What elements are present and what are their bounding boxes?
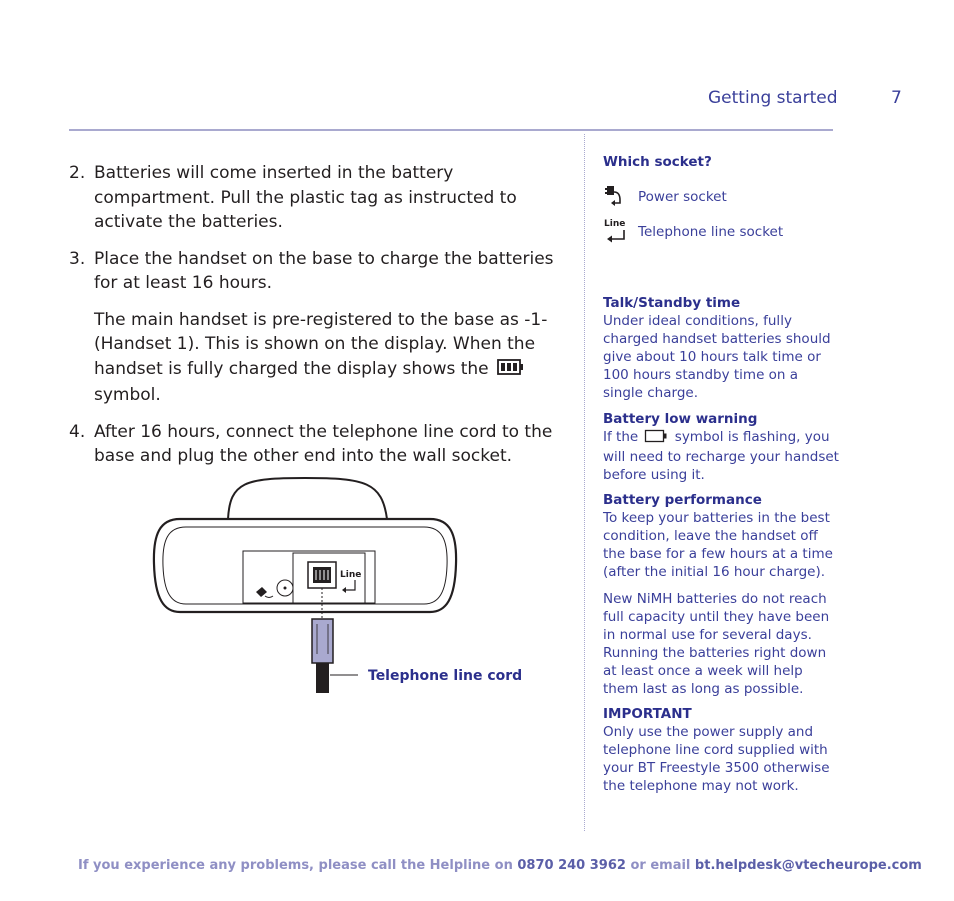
power-socket-row	[603, 184, 727, 210]
step-note-text-end: symbol.	[94, 385, 161, 405]
step-note-text: The main handset is pre-registered to the base as -1- (Handset 1). This is shown on the display. When the handset is fully charged the display shows the	[94, 309, 548, 379]
sidebar-heading: Battery performance	[603, 492, 762, 508]
footer-text: or email	[630, 858, 691, 873]
important-section	[603, 705, 839, 795]
header-rule	[69, 129, 833, 131]
power-plug-icon	[603, 183, 631, 212]
column-divider	[584, 134, 585, 831]
battery-performance-section	[603, 491, 839, 698]
sidebar-body-part: If the	[603, 429, 639, 445]
helpline-phone: 0870 240 3962	[517, 858, 626, 873]
battery-empty-icon	[644, 429, 668, 448]
step-text: Batteries will come inserted in the battery compartment. Pull the plastic tag as instructed to activate the batteries.	[94, 163, 517, 232]
sidebar-body	[603, 428, 839, 484]
sidebar-heading: Battery low warning	[603, 411, 758, 427]
sidebar-body: To keep your batteries in the best condition, leave the handset off the base for a few hours at a time (after the initial 16 hour charge).	[603, 510, 833, 580]
step-number: 3.	[69, 248, 86, 269]
line-icon-text: Line	[604, 218, 626, 229]
line-socket-label: Line	[340, 570, 362, 580]
step-4	[69, 420, 579, 469]
step-text: Place the handset on the base to charge the batteries for at least 16 hours.	[94, 248, 554, 293]
battery-low-section	[603, 410, 839, 484]
step-text: After 16 hours, connect the telephone line cord to the base and plug the other end into the wall socket.	[94, 421, 553, 466]
footer-text: If you experience any problems, please call the Helpline on	[78, 858, 513, 873]
sidebar-body: Under ideal conditions, fully charged handset batteries should give about 10 hours talk time or 100 hours standby time on a single charge.	[603, 313, 831, 401]
telephone-line-cord-label: Telephone line cord	[368, 668, 523, 684]
step-2	[69, 161, 579, 235]
line-socket-label-sidebar: Telephone line socket	[638, 224, 784, 240]
talk-standby-section	[603, 294, 839, 402]
section-title: Getting started	[708, 88, 838, 108]
sidebar-body: Only use the power supply and telephone line cord supplied with your BT Freestyle 3500 otherwise the telephone may not work.	[603, 724, 830, 794]
page-number: 7	[891, 88, 902, 108]
sidebar-body: New NiMH batteries do not reach full capacity until they have been in normal use for several days. Running the batteries right down at least once a week will help them last as long as possible.	[603, 591, 830, 697]
line-socket-icon	[603, 217, 631, 248]
footer-helpline	[78, 858, 922, 873]
step-number: 2.	[69, 163, 86, 183]
power-socket-label: Power socket	[638, 189, 727, 205]
step-3	[69, 247, 579, 408]
sidebar-body-part: symbol is flashing, you will need to recharge your handset before using it.	[603, 429, 839, 483]
line-socket-row	[603, 219, 783, 245]
step-number: 4.	[69, 421, 86, 442]
sidebar-heading: Talk/Standby time	[603, 295, 741, 311]
step-note	[94, 308, 579, 408]
sidebar-heading: IMPORTANT	[603, 706, 692, 722]
instruction-steps	[69, 161, 579, 481]
sidebar-heading: Which socket?	[603, 154, 712, 170]
which-socket-heading	[603, 153, 839, 171]
battery-full-icon	[496, 358, 524, 384]
helpdesk-email[interactable]: bt.helpdesk@vtecheurope.com	[694, 858, 922, 873]
